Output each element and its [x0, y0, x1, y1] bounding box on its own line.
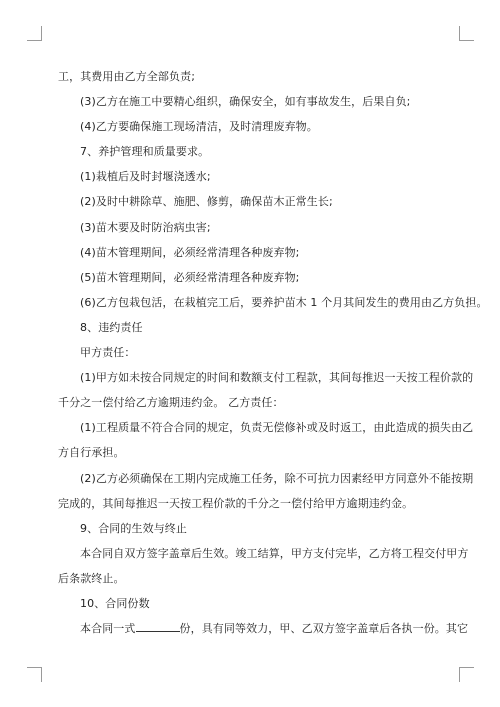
- copies-paragraph: [58, 616, 469, 641]
- section-8-heading: 8、违约责任: [80, 320, 143, 334]
- clause-5-waste: (5)苗木管理期间，必须经常清理各种废弃物;: [80, 270, 300, 284]
- clause-4-cleanup: (4)乙方要确保施工现场清洁，及时清理废弃物。: [80, 120, 318, 134]
- party-b-clause-1: (1)工程质量不符合合同的规定，负责无偿修补或及时返工，由此造成的损失由乙: [80, 421, 474, 435]
- party-a-heading: 甲方责任：: [80, 346, 136, 360]
- section-7-heading: 7、养护管理和质量要求。: [80, 145, 210, 159]
- effectiveness-paragraph-cont: 后条款终止。: [58, 571, 125, 585]
- party-a-clause-1-cont: 千分之一偿付给乙方逾期违约金。 乙方责任：: [58, 396, 284, 410]
- party-b-clause-2-cont: 完成的，其间每推迟一天按工程价款的千分之一偿付给甲方逾期违约金。: [58, 496, 414, 510]
- clause-1-watering: (1)栽植后及时封堰浇透水;: [80, 170, 211, 184]
- section-10-heading: 10、合同份数: [80, 596, 150, 610]
- party-b-clause-2: (2)乙方必须确保在工期内完成施工任务，除不可抗力因素经甲方同意外不能按期: [80, 471, 474, 485]
- party-b-clause-1-cont: 方自行承担。: [58, 446, 125, 460]
- crop-mark-bottom-left: [27, 667, 42, 682]
- party-a-clause-1: (1)甲方如未按合同规定的时间和数额支付工程款，其间每推迟一天按工程价款的: [80, 371, 474, 385]
- copies-blank-field: [136, 620, 180, 632]
- clause-4-waste: (4)苗木管理期间，必须经常清理各种废弃物;: [80, 245, 300, 259]
- crop-mark-top-left: [27, 26, 42, 41]
- clause-2-weeding: (2)及时中耕除草、施肥、修剪，确保苗木正常生长;: [80, 195, 333, 209]
- crop-mark-top-right: [459, 26, 474, 41]
- clause-3-pest-control: (3)苗木要及时防治病虫害;: [80, 220, 211, 234]
- effectiveness-paragraph: 本合同自双方签字盖章后生效。竣工结算，甲方支付完毕，乙方将工程交付甲方: [80, 546, 469, 560]
- paragraph-line: 工，其费用由乙方全部负责;: [58, 70, 196, 83]
- copies-text-before: 本合同一式: [80, 622, 136, 636]
- document-body: [58, 64, 488, 641]
- section-9-heading: 9、合同的生效与终止: [80, 521, 187, 535]
- clause-6-survival: (6)乙方包栽包活，在栽植完工后，要养护苗木 1 个月其间发生的费用由乙方负担。: [80, 295, 488, 309]
- clause-3-safety: (3)乙方在施工中要精心组织，确保安全，如有事故发生，后果自负;: [80, 95, 411, 109]
- copies-text-after: 份，具有同等效力，甲、乙双方签字盖章后各执一份。其它: [179, 622, 469, 636]
- crop-mark-bottom-right: [459, 667, 474, 682]
